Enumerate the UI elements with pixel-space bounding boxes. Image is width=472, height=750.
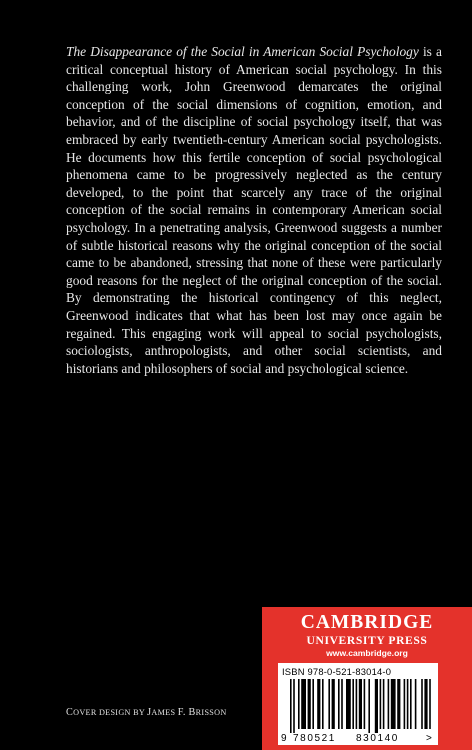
barcode-box xyxy=(278,663,438,745)
publisher-url: www.cambridge.org xyxy=(326,648,408,658)
publisher-press: UNIVERSITY PRESS xyxy=(306,634,428,647)
back-cover-blurb xyxy=(66,43,442,377)
barcode-end-mark: > xyxy=(426,733,432,744)
blurb-text: is a critical conceptual history of American social psychology. In this challenging work, John Greenwood demarcates the original conception of the social dimensions of cognition, emotion, and behavior, and of the discipline of social psychology itself, that was embraced by early twentieth-century American social psychologists. He documents how this fertile conception of social psychological phenomena came to be progressively neglected as the century developed, to the point that scarcely any trace of the original conception of the social remains in contemporary American social psychology. In a penetrating analysis, Greenwood suggests a number of subtle historical reasons why the original conception of the social came to be abandoned, stressing that none of these were particularly good reasons for the neglect of the original conception of the social. By demonstrating the historical contingency of this neglect, Greenwood indicates that what has been lost may once again be regained. This engaging work will appeal to social psychologists, sociologists, anthropologists, and other social scientists, and historians and philosophers of social and psychological science. xyxy=(66,44,442,376)
publisher-name: CAMBRIDGE xyxy=(300,612,434,633)
isbn-label: ISBN 978-0-521-83014-0 xyxy=(282,666,392,677)
barcode-lead-digit: 9 xyxy=(281,733,287,744)
barcode-group-2: 830140 xyxy=(356,733,399,744)
cover-design-credit: COVER DESIGN BY JAMES F. BRISSON xyxy=(66,707,227,718)
book-title: The Disappearance of the Social in American Social Psychology xyxy=(66,44,419,59)
barcode-icon xyxy=(278,663,438,745)
barcode-group-1: 780521 xyxy=(293,733,336,744)
publisher-panel xyxy=(262,607,472,750)
